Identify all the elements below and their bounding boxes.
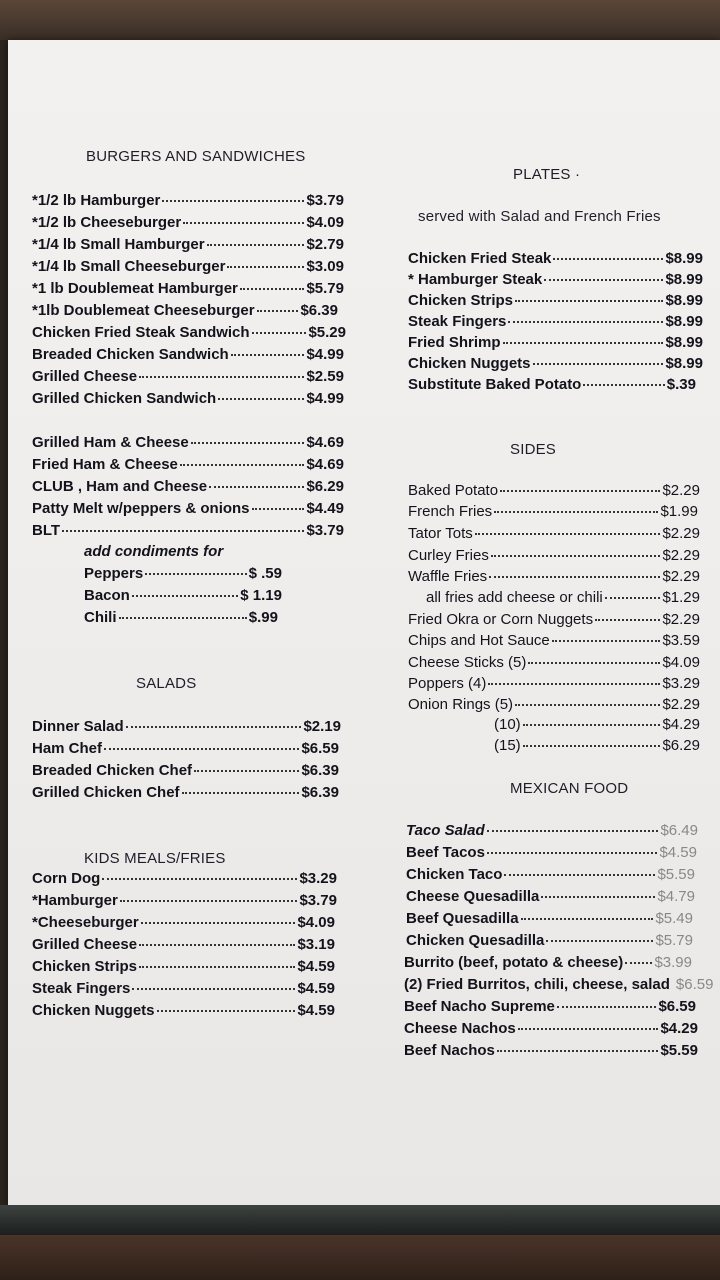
menu-item: Chips and Hot Sauce $3.59 — [408, 632, 700, 649]
menu-item: Cheese Nachos $4.29 — [404, 1020, 698, 1037]
menu-item: *1 lb Doublemeat Hamburger $5.79 — [32, 280, 344, 297]
menu-item: Chicken Fried Steak Sandwich $5.29 — [32, 324, 346, 341]
table-surface-top — [0, 0, 720, 40]
menu-item: Grilled Cheese $3.19 — [32, 936, 335, 953]
menu-item: Beef Tacos $4.59 — [406, 844, 697, 861]
section-heading-burgers: BURGERS AND SANDWICHES — [86, 148, 306, 165]
menu-item: *1/4 lb Small Cheeseburger $3.09 — [32, 258, 344, 275]
menu-item: CLUB , Ham and Cheese $6.29 — [32, 478, 344, 495]
menu-item: Ham Chef $6.59 — [32, 740, 339, 757]
menu-item: (10) $4.29 — [494, 716, 700, 733]
menu-item: Chicken Fried Steak $8.99 — [408, 250, 703, 267]
menu-item: French Fries $1.99 — [408, 503, 698, 520]
condiment-item: Bacon $ 1.19 — [84, 587, 282, 604]
menu-cover-edge — [0, 1205, 720, 1235]
menu-item: Poppers (4) $3.29 — [408, 675, 700, 692]
menu-item: Chicken Taco $5.59 — [406, 866, 695, 883]
menu-item: Substitute Baked Potato $.39 — [408, 376, 696, 393]
menu-item: (15) $6.29 — [494, 737, 700, 754]
menu-item: Patty Melt w/peppers & onions $4.49 — [32, 500, 344, 517]
menu-item: Burrito (beef, potato & cheese) $3.99 — [404, 954, 692, 971]
menu-item: Fried Okra or Corn Nuggets $2.29 — [408, 611, 700, 628]
condiment-item: Chili $.99 — [84, 609, 278, 626]
menu-item: Chicken Nuggets $8.99 — [408, 355, 703, 372]
condiment-item: Peppers $ .59 — [84, 565, 282, 582]
section-heading-mexican: MEXICAN FOOD — [510, 780, 629, 797]
menu-item: Corn Dog $3.29 — [32, 870, 337, 887]
menu-item: Taco Salad $6.49 — [406, 822, 698, 839]
menu-item: Waffle Fries $2.29 — [408, 568, 700, 585]
menu-item: Beef Nacho Supreme $6.59 — [404, 998, 696, 1015]
menu-item: *Cheeseburger $4.09 — [32, 914, 335, 931]
section-heading-sides: SIDES — [510, 441, 557, 458]
menu-item: Beef Nachos $5.59 — [404, 1042, 698, 1059]
menu-item: Tator Tots $2.29 — [408, 525, 700, 542]
menu-item: Chicken Strips $8.99 — [408, 292, 703, 309]
menu-item: *1lb Doublemeat Cheeseburger $6.39 — [32, 302, 338, 319]
section-heading-kids: KIDS MEALS/FRIES — [84, 850, 226, 867]
menu-item: Grilled Chicken Chef $6.39 — [32, 784, 339, 801]
menu-item: Chicken Strips $4.59 — [32, 958, 335, 975]
menu-item: Fried Shrimp $8.99 — [408, 334, 703, 351]
menu-item: Cheese Sticks (5) $4.09 — [408, 654, 700, 671]
menu-item: BLT $3.79 — [32, 522, 344, 539]
menu-item: Beef Quesadilla $5.49 — [406, 910, 693, 927]
menu-item: Steak Fingers $8.99 — [408, 313, 703, 330]
menu-item: Chicken Quesadilla $5.79 — [406, 932, 693, 949]
plates-subheading: served with Salad and French Fries — [418, 208, 661, 225]
menu-item: *1/2 lb Cheeseburger $4.09 — [32, 214, 344, 231]
menu-item: Baked Potato $2.29 — [408, 482, 700, 499]
menu-item: (2) Fried Burritos, chili, cheese, salad $6.59 — [404, 976, 714, 993]
menu-item: * Hamburger Steak $8.99 — [408, 271, 703, 288]
menu-item: Chicken Nuggets $4.59 — [32, 1002, 335, 1019]
menu-item: Fried Ham & Cheese $4.69 — [32, 456, 344, 473]
menu-item: Grilled Cheese $2.59 — [32, 368, 344, 385]
menu-item: *1/2 lb Hamburger $3.79 — [32, 192, 344, 209]
menu-item: Breaded Chicken Chef $6.39 — [32, 762, 339, 779]
menu-item: Breaded Chicken Sandwich $4.99 — [32, 346, 344, 363]
menu-item: Grilled Chicken Sandwich $4.99 — [32, 390, 344, 407]
menu-item: *1/4 lb Small Hamburger $2.79 — [32, 236, 344, 253]
menu-item: Steak Fingers $4.59 — [32, 980, 335, 997]
table-surface-bottom — [0, 1235, 720, 1280]
menu-item: Cheese Quesadilla $4.79 — [406, 888, 695, 905]
menu-item: Dinner Salad $2.19 — [32, 718, 341, 735]
section-heading-salads: SALADS — [136, 675, 197, 692]
menu-item: Curley Fries $2.29 — [408, 547, 700, 564]
menu-item: *Hamburger $3.79 — [32, 892, 337, 909]
menu-item: Grilled Ham & Cheese $4.69 — [32, 434, 344, 451]
menu-item: all fries add cheese or chili $1.29 — [426, 589, 700, 606]
section-heading-plates: PLATES · — [513, 166, 581, 183]
menu-item: Onion Rings (5) $2.29 — [408, 696, 700, 713]
condiments-note: add condiments for — [84, 543, 224, 560]
